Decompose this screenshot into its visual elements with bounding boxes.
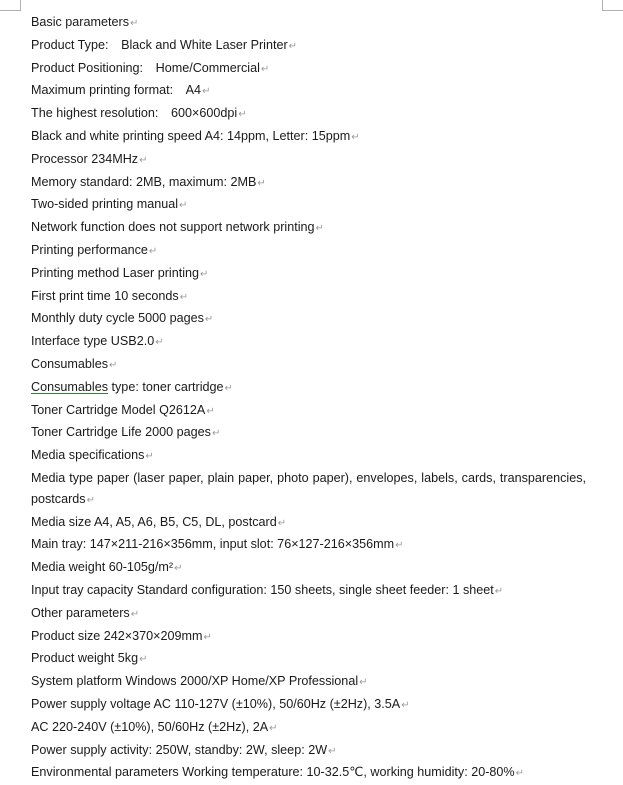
paragraph-mark-icon	[180, 292, 188, 303]
power-activity-line: Power supply activity: 250W, standby: 2W, sleep: 2W ↵	[31, 740, 586, 763]
heading-other-parameters: Other parameters ↵	[31, 603, 586, 626]
paragraph-mark-icon	[145, 451, 153, 462]
paragraph-mark-icon	[131, 609, 139, 620]
paragraph-mark-icon	[202, 86, 210, 97]
printing-method-line: Printing method Laser printing ↵	[31, 263, 586, 286]
heading-printing-performance: Printing performance ↵	[31, 240, 586, 263]
paragraph-mark-icon	[139, 654, 147, 665]
paragraph-mark-icon	[149, 246, 157, 257]
heading-consumables: Consumables ↵	[31, 354, 586, 377]
paragraph-mark-icon	[351, 132, 359, 143]
paragraph-mark-icon	[206, 406, 214, 417]
paragraph-mark-icon	[204, 632, 212, 643]
heading-media-specifications: Media specifications ↵	[31, 445, 586, 468]
processor-line: Processor 234MHz ↵	[31, 149, 586, 172]
paragraph-mark-icon	[155, 337, 163, 348]
paragraph-mark-icon	[139, 155, 147, 166]
power-voltage-alt-line: AC 220-240V (±10%), 50/60Hz (±2Hz), 2A ↵	[31, 717, 586, 740]
power-voltage-line: Power supply voltage AC 110-127V (±10%), 50/60Hz (±2Hz), 3.5A ↵	[31, 694, 586, 717]
paragraph-mark-icon	[130, 18, 138, 29]
paragraph-mark-icon	[278, 518, 286, 529]
paragraph-mark-icon	[316, 223, 324, 234]
highest-resolution-line: The highest resolution: 600×600dpi ↵	[31, 103, 586, 126]
consumables-type-line: Consumables type: toner cartridge ↵	[31, 377, 586, 400]
monthly-duty-cycle-line: Monthly duty cycle 5000 pages ↵	[31, 308, 586, 331]
paragraph-mark-icon	[289, 41, 297, 52]
paragraph-mark-icon	[212, 428, 220, 439]
printing-speed-line: Black and white printing speed A4: 14ppm, Letter: 15ppm ↵	[31, 126, 586, 149]
page-corner-marker-left	[0, 0, 21, 11]
product-size-line: Product size 242×370×209mm ↵	[31, 626, 586, 649]
environmental-parameters-line: Environmental parameters Working temperature: 10-32.5℃, working humidity: 20-80% ↵	[31, 762, 586, 785]
paragraph-mark-icon	[395, 540, 403, 551]
paragraph-mark-icon	[495, 586, 503, 597]
paragraph-mark-icon	[359, 677, 367, 688]
tray-dimensions-line: Main tray: 147×211-216×356mm, input slot: 76×127-216×356mm ↵	[31, 534, 586, 557]
toner-model-line: Toner Cartridge Model Q2612A ↵	[31, 400, 586, 423]
paragraph-mark-icon	[174, 563, 182, 574]
paragraph-mark-icon	[225, 383, 233, 394]
page-corner-marker-right	[602, 0, 623, 11]
paragraph-mark-icon	[238, 109, 246, 120]
paragraph-mark-icon	[269, 723, 277, 734]
system-platform-line: System platform Windows 2000/XP Home/XP Professional ↵	[31, 671, 586, 694]
spellcheck-underlined-word: Consumables	[31, 379, 109, 394]
media-weight-line: Media weight 60-105g/m² ↵	[31, 557, 586, 580]
media-type-paragraph: Media type paper (laser paper, plain paper, photo paper), envelopes, labels, cards, transparencies, postcards ↵	[31, 468, 586, 512]
interface-type-line: Interface type USB2.0 ↵	[31, 331, 586, 354]
two-sided-printing-line: Two-sided printing manual ↵	[31, 194, 586, 217]
media-size-line: Media size A4, A5, A6, B5, C5, DL, postcard ↵	[31, 512, 586, 535]
input-tray-capacity-line: Input tray capacity Standard configuration: 150 sheets, single sheet feeder: 1 sheet ↵	[31, 580, 586, 603]
paragraph-mark-icon	[261, 64, 269, 75]
paragraph-mark-icon	[328, 746, 336, 757]
heading-basic-parameters: Basic parameters ↵	[31, 12, 586, 35]
paragraph-mark-icon	[87, 495, 95, 506]
paragraph-mark-icon	[257, 178, 265, 189]
first-print-time-line: First print time 10 seconds ↵	[31, 286, 586, 309]
toner-life-line: Toner Cartridge Life 2000 pages ↵	[31, 422, 586, 445]
paragraph-mark-icon	[205, 314, 213, 325]
network-function-line: Network function does not support network printing ↵	[31, 217, 586, 240]
paragraph-mark-icon	[179, 200, 187, 211]
paragraph-mark-icon	[401, 700, 409, 711]
product-positioning-line: Product Positioning: Home/Commercial ↵	[31, 58, 586, 81]
max-printing-format-line: Maximum printing format: A4 ↵	[31, 80, 586, 103]
document-body	[31, 12, 586, 785]
memory-line: Memory standard: 2MB, maximum: 2MB ↵	[31, 172, 586, 195]
product-type-line: Product Type: Black and White Laser Printer ↵	[31, 35, 586, 58]
paragraph-mark-icon	[516, 768, 524, 779]
product-weight-line: Product weight 5kg ↵	[31, 648, 586, 671]
paragraph-mark-icon	[200, 269, 208, 280]
paragraph-mark-icon	[109, 360, 117, 371]
